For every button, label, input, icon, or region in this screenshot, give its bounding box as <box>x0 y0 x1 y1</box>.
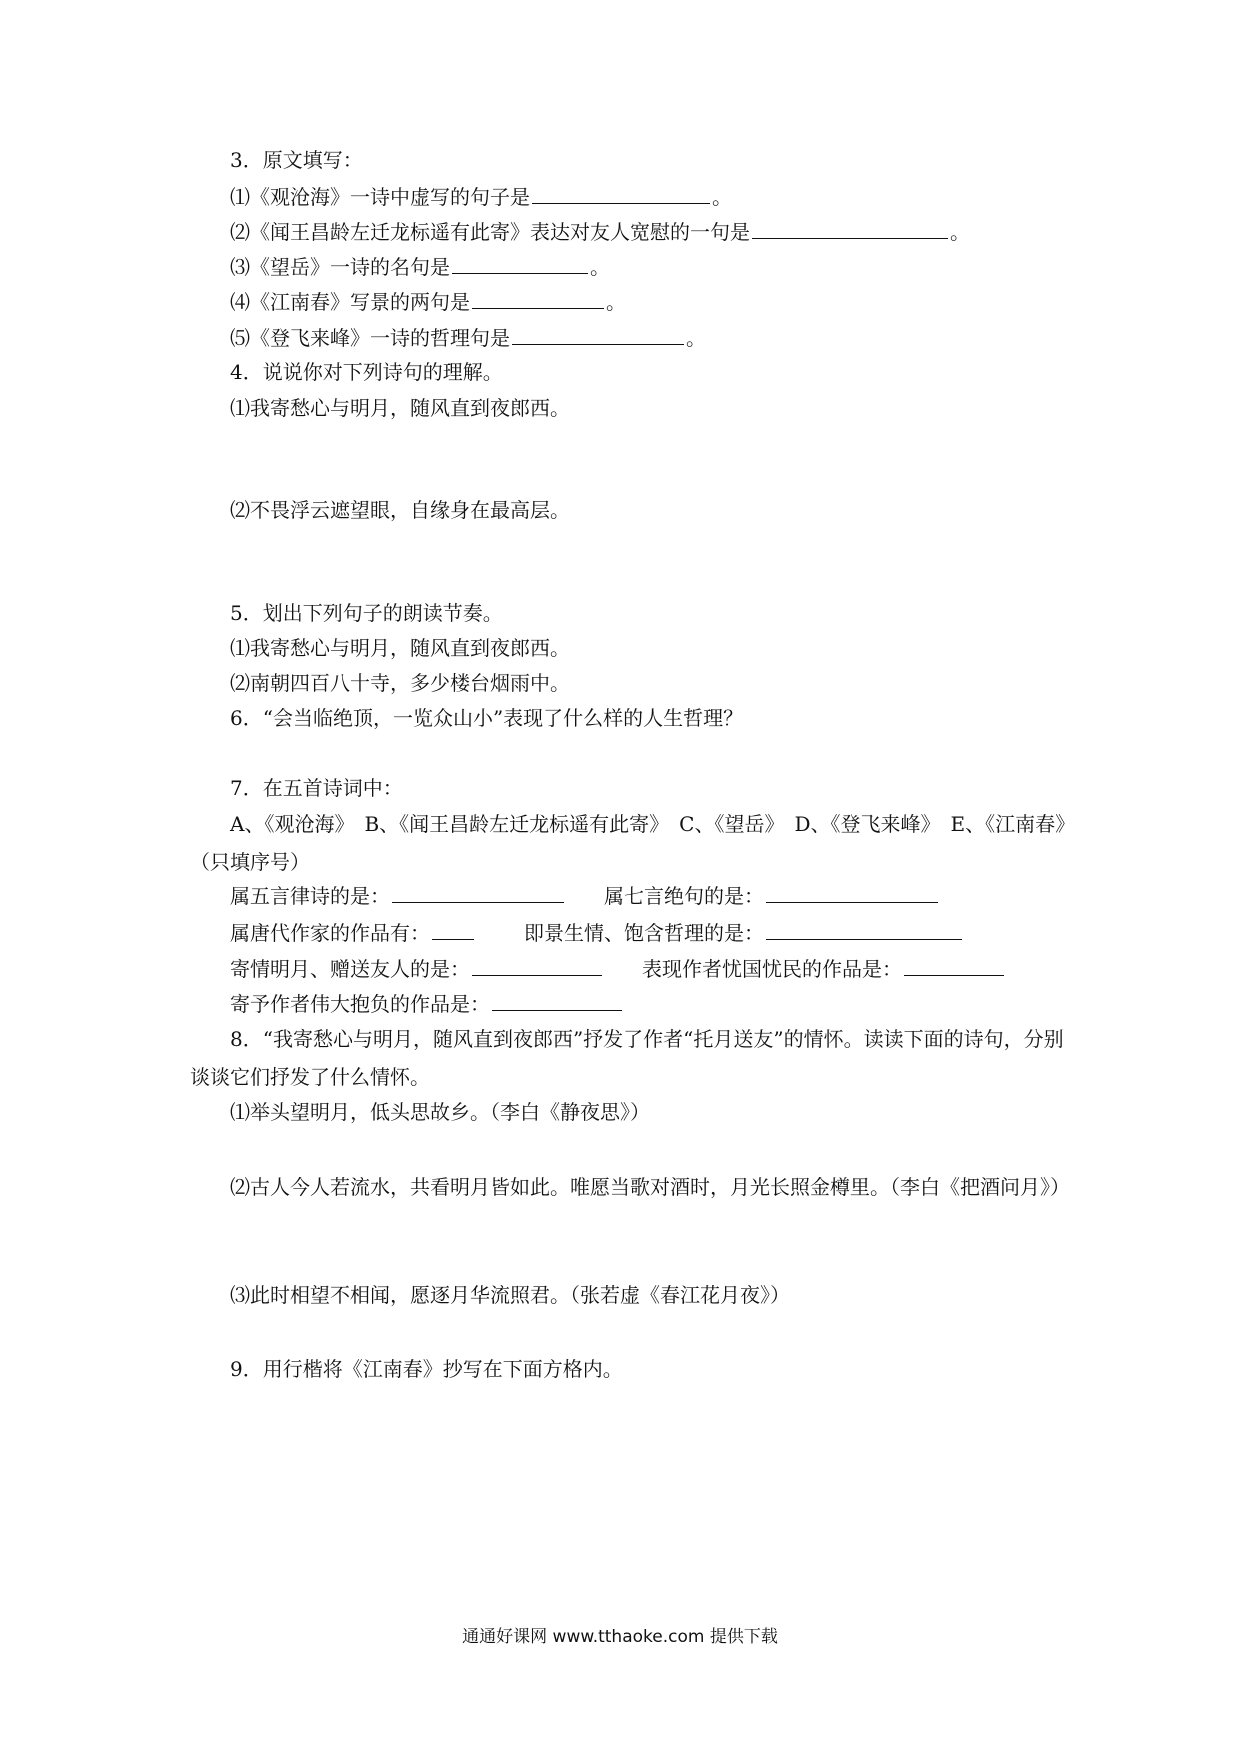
answer-blank[interactable] <box>452 251 588 274</box>
q7-row-1: 属五言律诗的是： 属七言绝句的是： <box>230 880 1070 910</box>
q7-title: 7．在五首诗词中： <box>230 776 403 800</box>
answer-blank[interactable] <box>472 953 602 976</box>
answer-blank[interactable] <box>512 322 684 345</box>
q7-options: A、《观沧海》 B、《闻王昌龄左迁龙标遥有此寄》 C、《望岳》 D、《登飞来峰》 E、《江南春》（只填序号） <box>190 812 1066 874</box>
q6-title: 6．“会当临绝顶，一览众山小”表现了什么样的人生哲理？ <box>230 706 744 730</box>
answer-blank[interactable] <box>392 880 564 903</box>
q8-item-2: ⑵古人今人若流水，共看明月皆如此。唯愿当歌对酒时，月光长照金樽里。（李白《把酒问月》） <box>230 1175 1070 1199</box>
q8-title: 8．“我寄愁心与明月，随风直到夜郎西”抒发了作者“托月送友”的情怀。读读下面的诗句，分别谈谈它们抒发了什么情怀。 <box>190 1027 1064 1089</box>
answer-blank[interactable] <box>904 953 1004 976</box>
q5-title: 5．划出下列句子的朗读节奏。 <box>230 601 503 625</box>
q7-row-3: 寄情明月、赠送友人的是： 表现作者忧国忧民的作品是： <box>230 953 1070 983</box>
answer-blank[interactable] <box>432 917 474 940</box>
answer-blank[interactable] <box>492 988 622 1011</box>
q5-item-2: ⑵南朝四百八十寺，多少楼台烟雨中。 <box>230 671 570 695</box>
q8-item-3: ⑶此时相望不相闻，愿逐月华流照君。（张若虚《春江花月夜》） <box>230 1283 790 1307</box>
answer-blank[interactable] <box>766 880 938 903</box>
q3-item-2: ⑵《闻王昌龄左迁龙标遥有此寄》表达对友人宽慰的一句是 。 <box>230 216 1070 246</box>
q3-item-4: ⑷《江南春》写景的两句是 。 <box>230 286 1070 316</box>
q4-item-1: ⑴我寄愁心与明月，随风直到夜郎西。 <box>230 396 570 420</box>
q4-item-2: ⑵不畏浮云遮望眼，自缘身在最高层。 <box>230 498 570 522</box>
q3-item-5: ⑸《登飞来峰》一诗的哲理句是 。 <box>230 322 1070 352</box>
answer-blank[interactable] <box>752 216 948 239</box>
q7-row-4: 寄予作者伟大抱负的作品是： <box>230 988 1070 1018</box>
q8-item-1: ⑴举头望明月，低头思故乡。（李白《静夜思》） <box>230 1100 650 1124</box>
q9-title: 9．用行楷将《江南春》抄写在下面方格内。 <box>230 1357 623 1381</box>
q4-title: 4．说说你对下列诗句的理解。 <box>230 360 503 384</box>
q5-item-1: ⑴我寄愁心与明月，随风直到夜郎西。 <box>230 636 570 660</box>
footer-watermark: 通通好课网 www.tthaoke.com 提供下载 <box>462 1627 778 1647</box>
answer-blank[interactable] <box>766 917 962 940</box>
q7-row-2: 属唐代作家的作品有： 即景生情、饱含哲理的是： <box>230 917 1070 947</box>
q3-item-3: ⑶《望岳》一诗的名句是 。 <box>230 251 1070 281</box>
answer-blank[interactable] <box>532 181 710 204</box>
q3-title: 3．原文填写： <box>230 148 363 172</box>
answer-blank[interactable] <box>472 286 604 309</box>
q3-item-1: ⑴《观沧海》一诗中虚写的句子是 。 <box>230 181 1070 211</box>
